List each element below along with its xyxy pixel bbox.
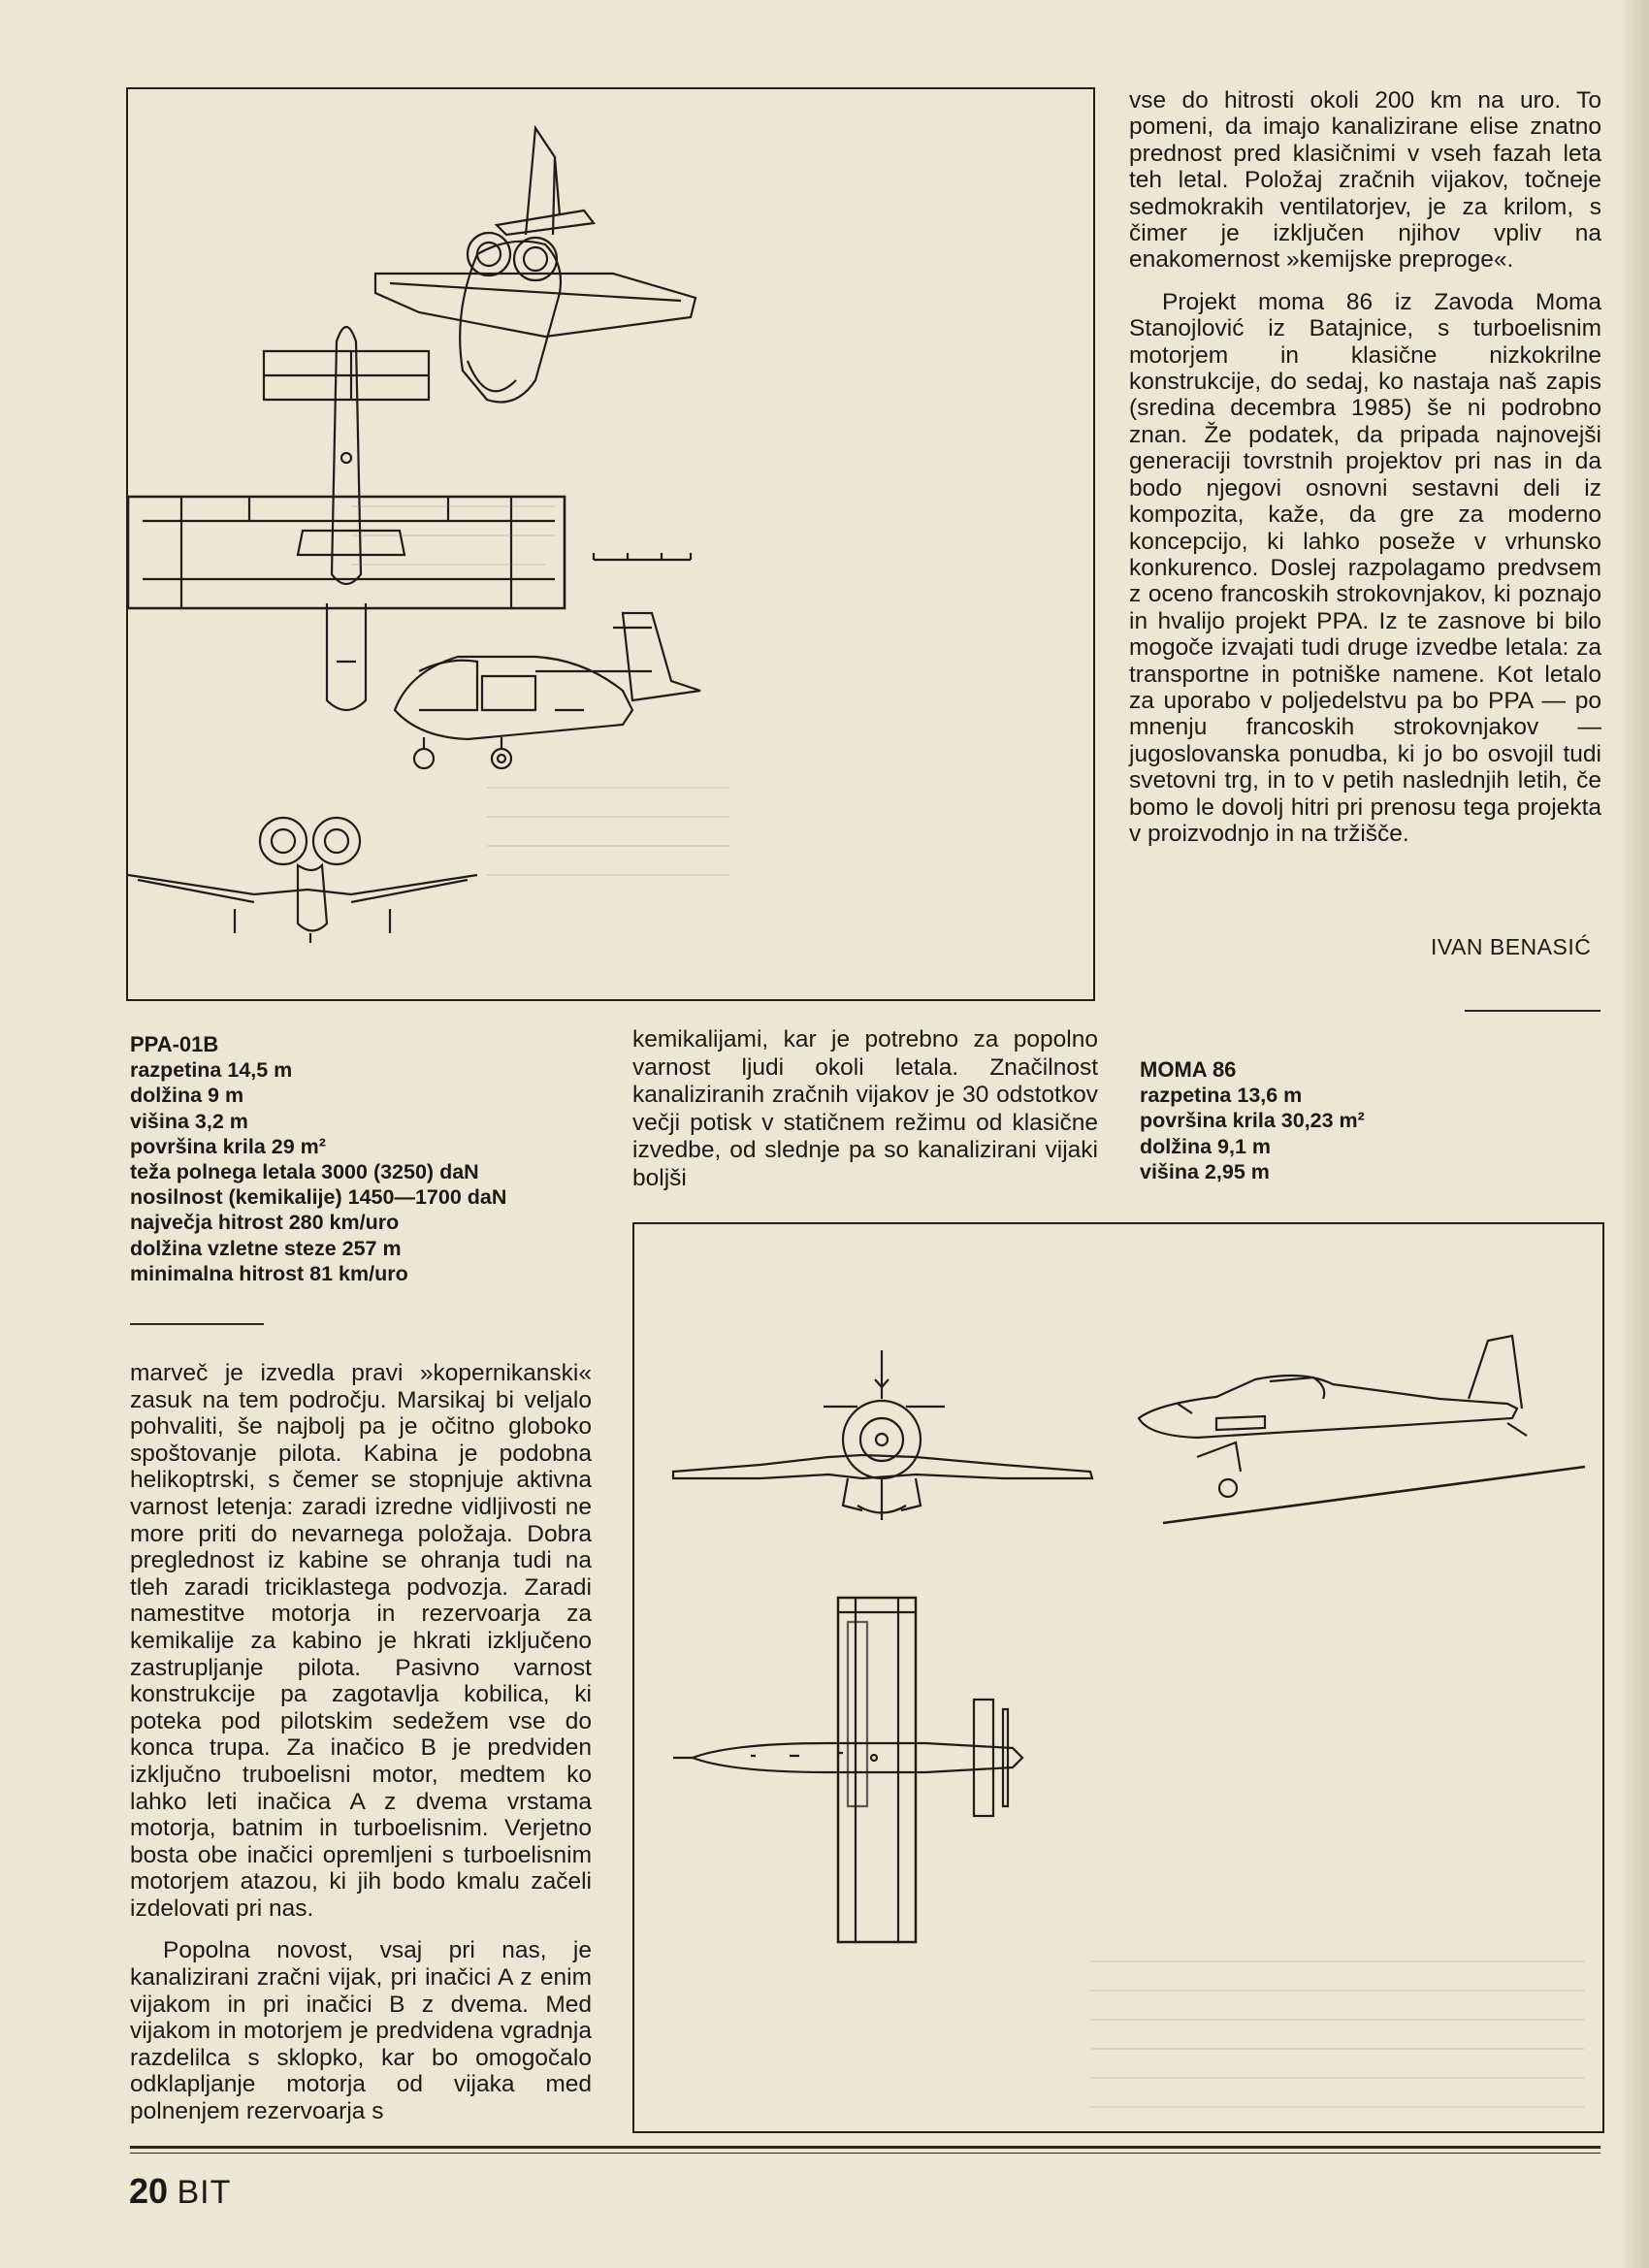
specs-rule: [130, 1323, 264, 1325]
page-number: 20: [129, 2171, 169, 2211]
footer-rule-top: [130, 2146, 1600, 2149]
spec-line: dolžina 9 m: [130, 1084, 244, 1108]
spec-line: dolžina 9,1 m: [1140, 1134, 1272, 1158]
spec-line: površina krila 29 m²: [130, 1134, 326, 1158]
ppa-drawing-frame: [126, 87, 1095, 1001]
paragraph: vse do hitrosti okoli 200 km na uro. To pomeni, da imajo kanalizirane elise znatno prednost pred klasičnimi v vseh fazah leta teh letal. Položaj zračnih vijakov, točneje sedmokrakih ventilatorjev, je za krilom, s čimer je izključen njihov vpliv na enakomernost »kemijske preproge«.: [1129, 87, 1601, 274]
spec-line: razpetina 14,5 m: [130, 1058, 293, 1083]
moma-86-three-view-drawing: [634, 1224, 1602, 2131]
footer-rule-bottom: [130, 2153, 1600, 2154]
magazine-name: BIT: [177, 2174, 232, 2211]
moma-drawing-frame: [632, 1222, 1604, 2133]
spec-line: površina krila 30,23 m²: [1140, 1109, 1365, 1133]
ppa-top-view: [128, 327, 565, 710]
paragraph: kemikalijami, kar je potrebno za popolno varnost ljudi okoli letala. Značilnost kanaliziranih zračnih vijakov je 30 odstotkov večji potisk v statičnem režimu od klasične izvedbe, od slednje pa so kanalizirani vijaki boljši: [632, 1026, 1098, 1191]
ppa-side-view: [395, 613, 700, 768]
specs-title: PPA-01B: [130, 1032, 219, 1056]
spec-line: višina 3,2 m: [130, 1109, 248, 1133]
ppa-front-view: [128, 818, 477, 943]
page-edge-shadow: [1620, 0, 1649, 2268]
ppa-perspective-view: [375, 128, 695, 403]
page-footer: [129, 2171, 231, 2212]
paragraph: Projekt moma 86 iz Zavoda Moma Stanojlović iz Batajnice, s turboelisnim motorjem in klasične nizkokrilne konstrukcije, do sedaj, ko nastaja naš zapis (sredina decembra 1985) še ni podrobno znan. Že podatek, da pripada najnovejši generaciji tovrstnih projektov pri nas in da bodo njegovi osnovni sestavni deli iz kompozita, kaže, da gre za moderno koncepcijo, ki lahko poseže v vrhunsko konkurenco. Doslej razpolagamo predvsem z oceno francoskih strokovnjakov, ki poznajo in hvalijo projekt PPA. Iz te zasnove bi bilo mogoče izvajati tudi druge izvedbe letala: za transportne in potniške namene. Kot letalo za uporabo v poljedelstvu pa bo PPA — po mnenju francoskih strokovnjakov — jugoslovanska ponudba, ki jo bo osvojil tudi svetovni trg, in to v petih naslednjih letih, če bomo le dovolj hitri pri prenosu tega projekta v proizvodnjo in na tržišče.: [1129, 288, 1601, 847]
moma-top-view: [673, 1598, 1022, 1942]
spec-line: razpetina 13,6 m: [1140, 1084, 1303, 1108]
specs-title: MOMA 86: [1140, 1057, 1237, 1082]
author-byline: IVAN BENASIĆ: [1431, 934, 1592, 959]
ppa-01b-three-view-drawing: [128, 89, 1093, 999]
paragraph: Popolna novost, vsaj pri nas, je kanalizirani zračni vijak, pri inačici A z enim vijakom in pri inačici B z dvema. Med vijakom in motorjem je predvidena vgradnja razdelilca s sklopko, kar bo omogočalo odklapljanje motorja od vijaka med polnenjem rezervoarja s: [130, 1937, 592, 2125]
moma-front-view: [673, 1350, 1092, 1520]
spec-line: teža polnega letala 3000 (3250) daN: [130, 1160, 479, 1184]
spec-line: nosilnost (kemikalije) 1450—1700 daN: [130, 1185, 507, 1210]
spec-line: višina 2,95 m: [1140, 1159, 1270, 1183]
article-column-right-top: [1129, 87, 1601, 847]
article-column-middle: [632, 1026, 1098, 1192]
author-rule: [1465, 1010, 1600, 1012]
paragraph: marveč je izvedla pravi »kopernikanski« zasuk na tem področju. Marsikaj bi veljalo pohvaliti, še najbolj pa je očitno globoko spoštovanje pilota. Kabina je podobna helikoptrski, s čemer se stopnjuje aktivna varnost letenja: zaradi izredne vidljivosti ne more priti do nevarnega položaja. Dobra preglednost iz kabine se ohranja tudi na tleh zaradi triciklastega podvozja. Zaradi namestitve motorja in rezervoarja za kemikalije za kabino je hkrati izključeno zastrupljanje pilota. Pasivno varnost konstrukcije pa zagotavlja kobilica, ki poteka pod pilotskim sedežem vse do konca trupa. Za inačico B je predviden izključno truboelisni motor, medtem ko lahko leti inačica A z dvema vrstama motorja, batnim in turboelisnim. Verjetno bosta obe inačici opremljeni s turboelisnim motorjem atazou, ki jih bodo kmalu začeli izdelovati pri nas.: [130, 1360, 592, 1922]
scale-bar: [594, 553, 691, 560]
specs-ppa-01b: [130, 1032, 506, 1286]
moma-side-view: [1139, 1336, 1585, 1523]
spec-line: minimalna hitrost 81 km/uro: [130, 1261, 408, 1285]
spec-line: dolžina vzletne steze 257 m: [130, 1236, 402, 1260]
specs-moma-86: [1140, 1057, 1365, 1184]
article-column-left-bottom: [130, 1360, 592, 2125]
spec-line: največja hitrost 280 km/uro: [130, 1211, 400, 1235]
